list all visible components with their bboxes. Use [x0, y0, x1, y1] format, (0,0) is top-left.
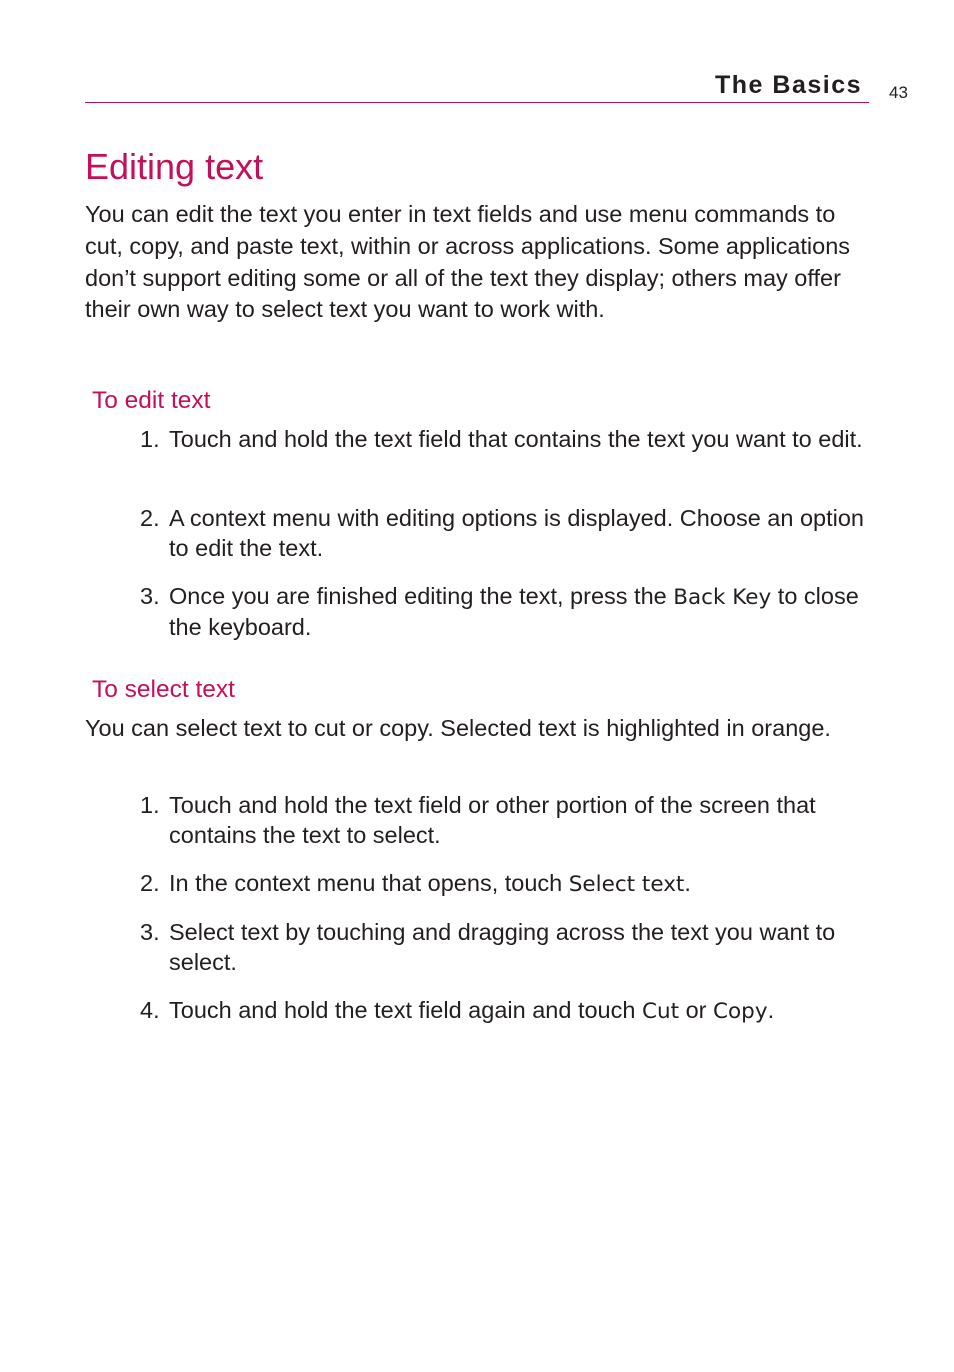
step-number: 3.	[140, 919, 160, 945]
step-number: 4.	[140, 997, 160, 1023]
select-text-term: Select text	[568, 872, 685, 897]
step-text	[169, 582, 875, 642]
cut-term: Cut	[641, 999, 680, 1024]
step-text-part: Once you are finished editing the text, press the	[169, 583, 674, 609]
step-number: 2.	[140, 505, 160, 531]
step-text: Touch and hold the text field or other portion of the screen that contains the text to select.	[169, 792, 816, 848]
select-step-3	[140, 918, 875, 977]
step-text	[169, 869, 875, 900]
step-text-part: Touch and hold the text field again and touch	[169, 997, 642, 1023]
header-divider	[85, 102, 869, 103]
edit-step-2	[140, 504, 875, 563]
intro-paragraph: You can edit the text you enter in text fields and use menu commands to cut, copy, and paste text, within or across applications. Some applications don’t support editing some or all of the text they display; others may offer their own way to select text you want to work with.	[85, 201, 851, 323]
step-text	[169, 996, 875, 1027]
subheading-select-text: To select text	[92, 676, 235, 703]
step-text-part: or	[679, 997, 714, 1023]
step-text: Touch and hold the text field that contains the text you want to edit.	[169, 426, 863, 452]
copy-term: Copy	[713, 999, 768, 1024]
select-step-4	[140, 996, 875, 1027]
subheading-edit-text: To edit text	[92, 387, 211, 414]
step-number: 1.	[140, 792, 160, 818]
step-number: 3.	[140, 583, 160, 609]
step-number: 1.	[140, 426, 160, 452]
step-text-part: .	[767, 997, 775, 1023]
step-text-part: to close the keyboard.	[169, 583, 859, 640]
select-step-1	[140, 791, 875, 850]
step-number: 2.	[140, 870, 160, 896]
header-section-title: The Basics	[715, 71, 863, 99]
select-step-2	[140, 869, 875, 900]
step-text-part: In the context menu that opens, touch	[169, 870, 569, 896]
edit-step-3	[140, 582, 875, 642]
back-key-term: Back Key	[673, 585, 772, 610]
step-text: A context menu with editing options is displayed. Choose an option to edit the text.	[169, 505, 864, 561]
page-number: 43	[889, 83, 908, 102]
edit-step-1	[140, 425, 875, 455]
step-text: Select text by touching and dragging across the text you want to select.	[169, 919, 836, 975]
page-title: Editing text	[85, 146, 264, 187]
select-intro-paragraph: You can select text to cut or copy. Selected text is highlighted in orange.	[85, 715, 831, 741]
step-text-part: .	[684, 870, 691, 896]
